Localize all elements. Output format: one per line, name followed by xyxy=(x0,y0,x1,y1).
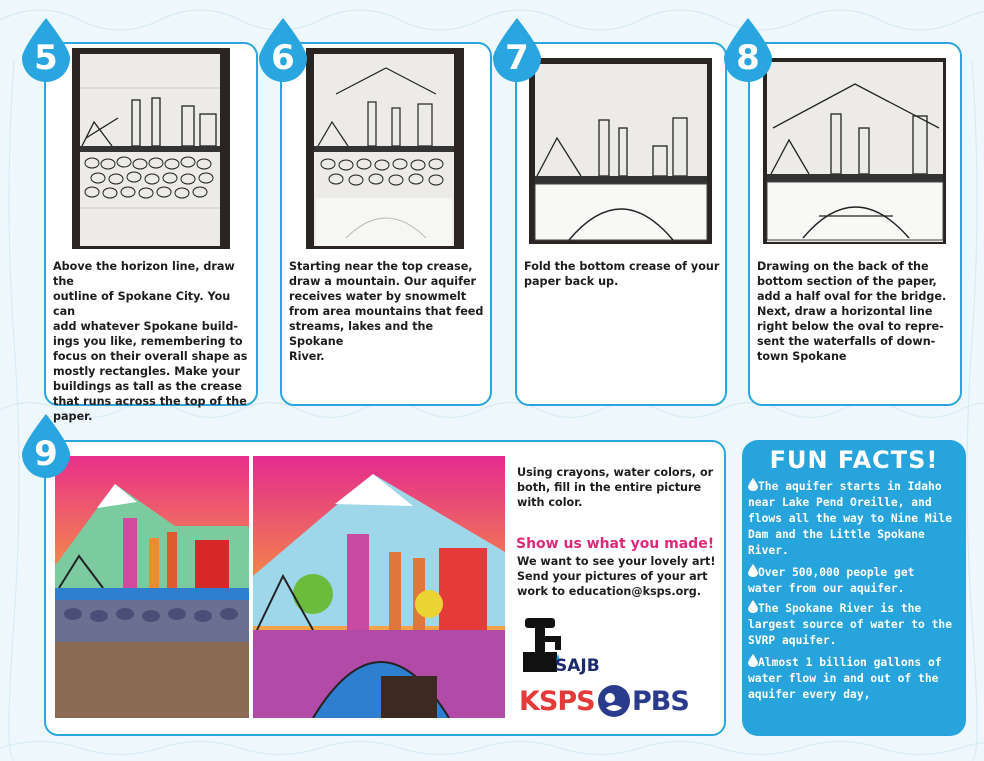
step-6-photo xyxy=(306,48,464,249)
fact-2: Over 500,000 people get water from our aquifer. xyxy=(748,566,915,595)
step-9-number: 9 xyxy=(34,434,58,474)
step-6-number: 6 xyxy=(271,38,295,78)
sajb-logo-text: SAJB xyxy=(555,656,600,676)
step-7-text: Fold the bottom crease of your paper back up. xyxy=(524,260,720,288)
ksps-logo: KSPS xyxy=(519,686,595,717)
fact-4: Almost 1 billion gallons of water flow in and out of the aquifer every day, xyxy=(748,656,942,701)
step-5-badge xyxy=(20,18,72,82)
step-9-photo-left xyxy=(55,456,249,718)
step-8-number: 8 xyxy=(736,38,760,78)
step-9-text: Using crayons, water colors, or both, fill in the entire picture with color. xyxy=(517,466,714,509)
step-5-photo xyxy=(72,48,230,249)
water-drop-icon xyxy=(748,478,758,491)
fun-facts-title: FUN FACTS! xyxy=(769,446,939,474)
pbs-head-icon xyxy=(597,684,631,718)
step-7-badge xyxy=(491,18,543,82)
step-8-badge xyxy=(722,18,774,82)
water-drop-icon xyxy=(748,654,758,667)
share-text: We want to see your lovely art! Send your pictures of your art work to education@ksps.org. xyxy=(517,555,716,598)
fun-facts-panel xyxy=(742,440,966,736)
water-drop-icon xyxy=(748,600,758,613)
share-title: Show us what you made! xyxy=(516,536,715,552)
water-drop-icon xyxy=(748,564,758,577)
step-9-photo-right xyxy=(253,456,505,718)
pbs-logo: PBS xyxy=(632,686,689,717)
step-8-text: Drawing on the back of the bottom section of the paper, add a half oval for the bridge. Next, draw a horizontal line right below the oval to repre- sent the waterfalls of down- town Spokane xyxy=(757,260,947,363)
fact-3: The Spokane River is the largest source of water to the SVRP aquifer. xyxy=(748,602,953,647)
step-7-number: 7 xyxy=(505,38,529,78)
fact-1: The aquifer starts in Idaho near Lake Pend Oreille, and flows all the way to Nine Mile Dam and the Little Spokane River. xyxy=(748,480,953,557)
step-9-badge xyxy=(20,414,72,478)
step-7-photo xyxy=(529,58,712,244)
step-5-number: 5 xyxy=(34,38,58,78)
step-6-badge xyxy=(257,18,309,82)
step-6-text: Starting near the top crease, draw a mountain. Our aquifer receives water by snowmelt from area mountains that feed streams, lakes and the Spokane River. xyxy=(289,260,484,363)
step-5-text: Above the horizon line, draw the outline of Spokane City. You can add whatever Spokane build- ings you like, remembering to focus on their overall shape as mostly rectangles. Make your buildings as tall as the crease that runs across the top of the paper. xyxy=(53,260,248,423)
step-8-photo xyxy=(763,58,946,244)
